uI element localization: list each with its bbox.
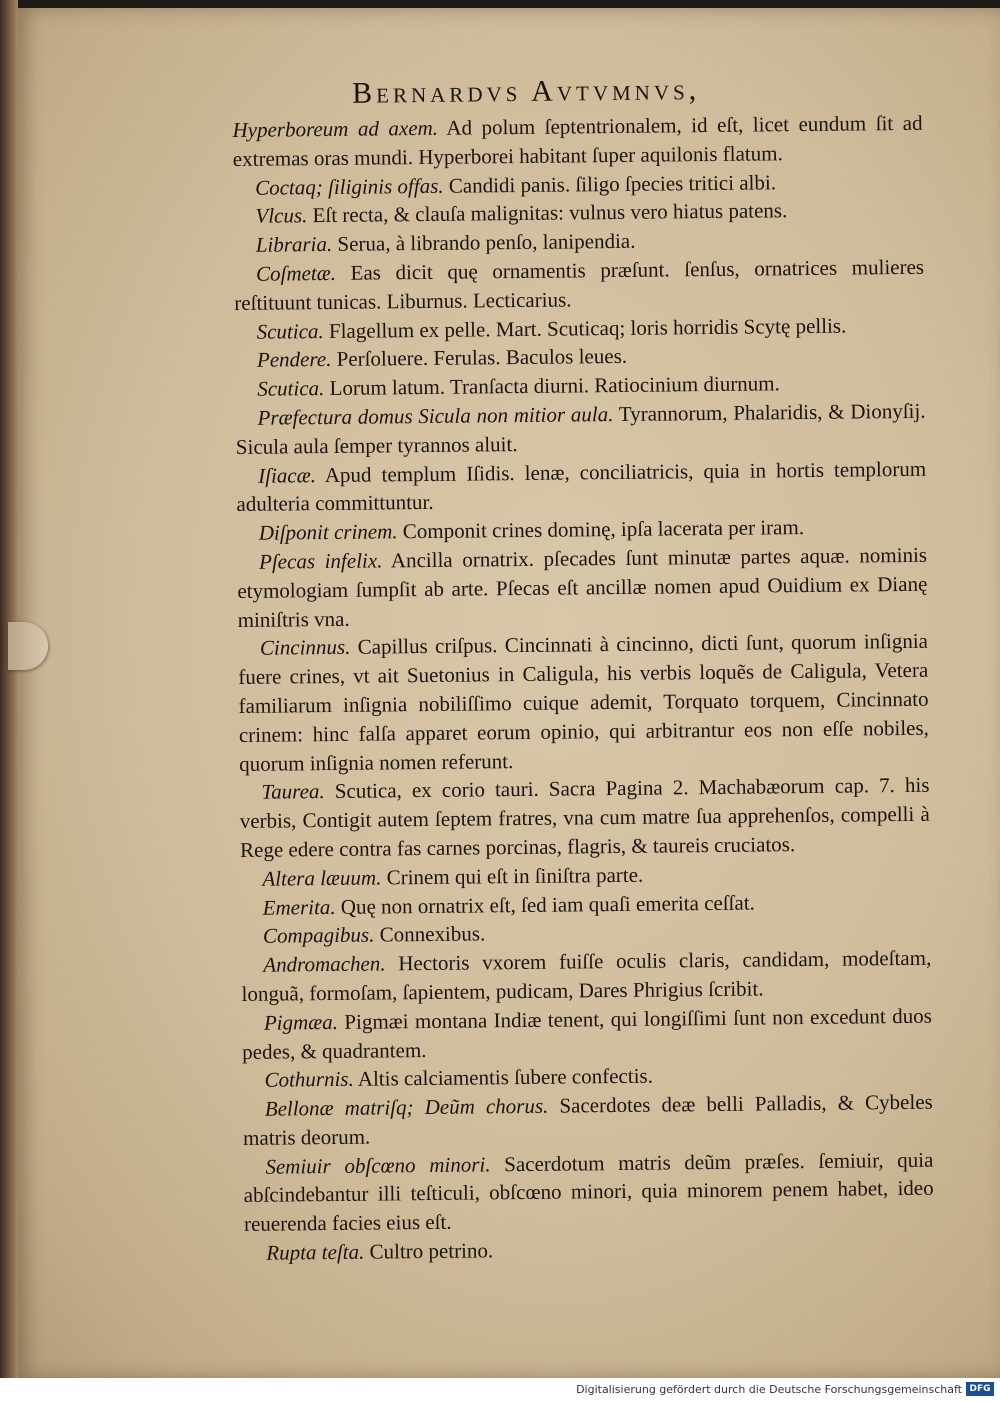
entry-gloss: Tyrannorum, Phalaridis, & Dionyſij. Sicula aula ſemper tyrannos aluit. [235, 398, 926, 459]
entry-gloss: Connexibus. [374, 921, 486, 947]
entry-gloss: Ad polum ſeptentrionalem, id eſt, licet eundum ſit ad extremas oras mundi. Hyperborei habitant ſuper aquilonis flatum. [232, 110, 923, 171]
glossary-entry [241, 944, 932, 1009]
running-head: Bernardvs Avtvmnvs, [351, 73, 701, 110]
entry-lemma: Cothurnis. [264, 1067, 354, 1093]
entry-lemma: Pigmæa. [263, 1009, 339, 1035]
entry-lemma: Andromachen. [263, 951, 386, 977]
entry-gloss: Eſt recta, & clauſa malignitas: vulnus vero hiatus patens. [307, 198, 788, 228]
glossary-entry [243, 1088, 934, 1153]
entry-gloss: Quę non ornatrix eſt, ſed iam quaſi emerita ceſſat. [335, 890, 755, 919]
entry-gloss: Apud templum Iſidis. lenæ, conciliatricis, quia in hortis templorum adulteria committuntur. [236, 456, 927, 517]
entry-lemma: Coſmetæ. [255, 260, 337, 286]
entry-lemma: Præfectura domus Sicula non mitior aula. [257, 401, 614, 430]
entry-lemma: Taurea. [261, 779, 325, 805]
entry-lemma: Pſecas infelix. [258, 548, 383, 574]
entry-gloss: Sacerdotum matris deũm præſes. ſemiuir, quia abſcindebantur illi teſticuli, obſcœno minori, quia minorem penem habet, ideo reuerenda facies eius eſt. [243, 1147, 934, 1237]
entry-gloss: Altis calciamentis ſubere confectis. [353, 1063, 654, 1092]
entry-lemma: Coctaq; ſiliginis offas. [255, 173, 444, 200]
entry-gloss: Ancilla ornatrix. pſecades ſunt minutæ partes aquæ. nominis etymologiam ſumpſit ab arte. Pſecas eſt ancillæ nomen apud Ouidium ex Dianę miniſtris vna. [237, 542, 928, 632]
entry-lemma: Libraria. [255, 232, 333, 257]
entry-gloss: Scutica, ex corio tauri. Sacra Pagina 2. Machabæorum cap. 7. his verbis, Contigit autem ſeptem fratres, vna cum matre ſua apprehenſos, compelli à Rege edere contra fas carnes porcinas, flagris, & taureis cruciatos. [239, 773, 930, 862]
entry-gloss: Capillus criſpus. Cincinnati à cincinno, dicti ſunt, quorum inſignia fuere crines, vt ait Suetonius in Caligula, his verbis loquẽs de Caligula, Vetera familiarum inſignia nobiliſſimo cuique ademit, Torquato torquem, Cincinnato crinem: hinc falſa apparet eorum opinio, qui arbitrantur eos non eſſe nobiles, quorum inſignia nomen referunt. [238, 629, 929, 776]
entry-lemma: Scutica. [256, 318, 324, 344]
glossary-entries [232, 109, 934, 1268]
entry-lemma: Hyperboreum ad axem. [232, 115, 439, 142]
glossary-entry [232, 109, 923, 174]
glossary-entry [239, 771, 930, 865]
entry-gloss: Perſoluere. Ferulas. Baculos leues. [331, 344, 628, 372]
page-text-block [232, 71, 934, 1268]
entry-lemma: Iſiacæ. [258, 462, 317, 488]
entry-lemma: Scutica. [257, 376, 325, 401]
entry-gloss: Candidi panis. ſiligo ſpecies tritici albi. [443, 169, 777, 198]
entry-lemma: Diſponit crinem. [258, 519, 398, 545]
entry-lemma: Cincinnus. [259, 635, 351, 661]
entry-lemma: Semiuir obſcœno minori. [265, 1152, 491, 1179]
entry-lemma: Altera læuum. [262, 865, 382, 891]
glossary-entry [242, 1001, 933, 1066]
entry-gloss: Eas dicit quę ornamentis præſunt. ſenſus, ornatrices mulieres reſtituunt tunicas. Liburnus. Lecticarius. [234, 254, 925, 315]
entry-lemma: Rupta teſta. [266, 1239, 365, 1265]
glossary-entry [235, 397, 926, 462]
entry-lemma: Bellonæ matriſq; Deũm chorus. [264, 1093, 549, 1121]
book-spine-edge [0, 0, 18, 1378]
entry-lemma: Vlcus. [255, 203, 308, 229]
glossary-entry [234, 253, 925, 318]
glossary-entry [236, 454, 927, 519]
entry-gloss: Flagellum ex pelle. Mart. Scuticaq; loris horridis Scytę pellis. [323, 313, 847, 343]
entry-lemma: Pendere. [256, 347, 332, 373]
entry-lemma: Compagibus. [262, 922, 375, 949]
entry-gloss: Pigmæi montana Indiæ tenent, qui longiſſimi ſunt non excedunt duos pedes, & quadrantem. [242, 1003, 932, 1064]
entry-gloss: Hectoris vxorem fuiſſe oculis claris, candidam, modeſtam, longuã, formoſam, ſapientem, pudicam, Dares Phrigius ſcribit. [241, 945, 932, 1006]
entry-gloss: Serua, à librando penſo, lanipendia. [332, 228, 636, 257]
entry-gloss: Componit crines dominę, ipſa lacerata per iram. [397, 515, 805, 544]
entry-lemma: Emerita. [262, 894, 336, 920]
glossary-entry [237, 541, 928, 635]
dfg-logo: DFG [966, 1382, 994, 1396]
entry-gloss: Lorum latum. Tranſacta diurni. Ratiocinium diurnum. [324, 371, 780, 401]
footer-credit: Digitalisierung gefördert durch die Deutsche Forschungsgemeinschaft [576, 1383, 962, 1396]
glossary-entry [238, 627, 929, 778]
entry-gloss: Crinem qui eſt in ſiniſtra parte. [381, 862, 644, 890]
entry-gloss: Sacerdotes deæ belli Palladis, & Cybeles matris deorum. [242, 1089, 933, 1150]
digitization-footer [0, 1378, 1000, 1401]
glossary-entry [243, 1145, 934, 1239]
entry-gloss: Cultro petrino. [364, 1238, 494, 1264]
